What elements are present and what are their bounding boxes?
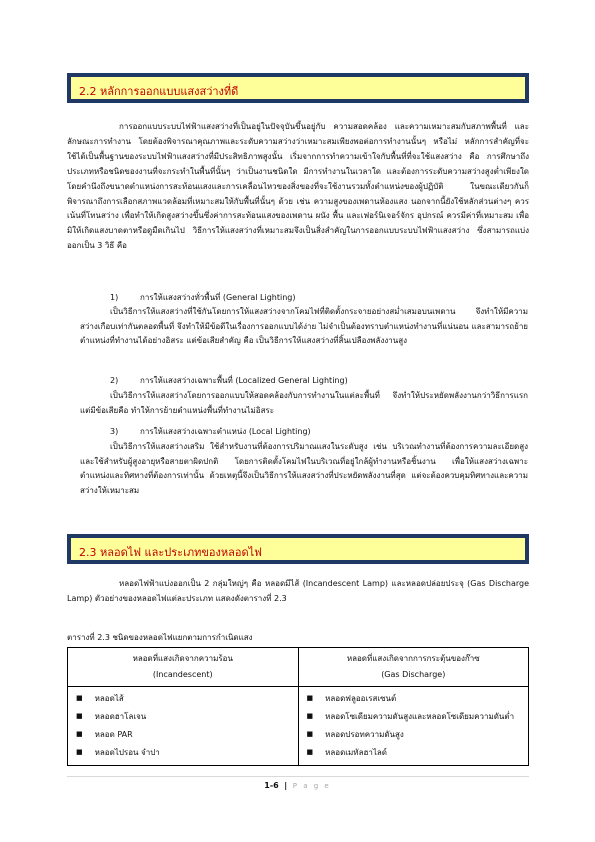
- section-heading-box: [67, 534, 529, 564]
- list-item: ■ หลอดปรอทความดันสูง: [307, 726, 521, 744]
- section-paragraph: หลอดไฟฟ้าแบ่งออกเป็น 2 กลุ่มใหญ่ๆ คือ หลอดมีไส้ (Incandescent Lamp) และหลอดปล่อยประจุ (Gas Discharge Lamp) ตัวอย่างของหลอดไฟแต่ละประเภท แสดงดังตารางที่ 2.3: [67, 579, 529, 603]
- header-line: (Incandescent): [152, 670, 213, 679]
- list-item-number: 3): [110, 427, 119, 436]
- table-cell: [298, 687, 529, 766]
- list-item: ■ หลอดฮาโลเจน: [76, 708, 290, 726]
- table-header-cell: [68, 648, 299, 687]
- list-item: ■ หลอดเมทัลฮาไลด์: [307, 744, 521, 762]
- list-item-label: การให้แสงสว่างเฉพาะพื้นที่ (Localized General Lighting): [140, 376, 348, 385]
- list-item-label: การให้แสงสว่างทั่วพื้นที่ (General Lighting): [140, 293, 296, 302]
- table-cell: [68, 687, 299, 766]
- table-caption: ตารางที่ 2.3 ชนิดของหลอดไฟแยกตามการกำเนิดแสง: [67, 633, 253, 642]
- header-line: หลอดที่แสงเกิดจากการกระตุ้นของก๊าซ: [346, 654, 480, 663]
- list-item: ■ หลอดโซเดียมความดันสูงและหลอดโซเดียมความดันต่ำ: [307, 708, 521, 726]
- list-item-title: [110, 426, 311, 438]
- header-line: หลอดที่แสงเกิดจากความร้อน: [132, 654, 233, 663]
- list-item-body: เป็นวิธีการให้แสงสว่างที่ใช้กันโดยการให้แสงสว่างจากโคมไฟที่ติดตั้งกระจายอย่างสม่ำเสมอบนเพดาน จึงทำให้มีความสว่างเกือบเท่ากันตลอดพื้นที่ จึงทำให้มีข้อดีในเรื่องการออกแบบได้ง่าย ไม่จำเป็นต้องทราบตำแหน่งทำงานที่แน่นอน และสามารถย้ายตำแหน่งที่ทำงานได้อย่างอิสระ แต่ข้อเสียสำคัญ คือ เป็นวิธีการให้แสงสว่างที่สิ้นเปลืองพลังงานสูง: [80, 307, 528, 346]
- page-footer: [0, 781, 595, 790]
- list-item: ■ หลอดไส้: [76, 690, 290, 708]
- section-heading: 2.3 หลอดไฟ และประเภทของหลอดไฟ: [79, 546, 262, 559]
- page-word: P a g e: [292, 782, 331, 790]
- list-item-title: [110, 292, 296, 304]
- section-heading-box: [67, 73, 529, 103]
- list-item: ■ หลอด PAR: [76, 726, 290, 744]
- bullet-list: [76, 690, 290, 762]
- section-paragraph: การออกแบบระบบไฟฟ้าแสงสว่างที่เป็นอยู่ในปัจจุบันขึ้นอยู่กับ ความสอดคล้อง และความเหมาะสมกับสภาพพื้นที่ และลักษณะการทำงาน โดยต้องพิจารณาคุณภาพและระดับความสว่างว่าเหมาะสมเพียงพอต่อการทำงานนั้นๆ หรือไม่ หลักการสำคัญที่จะใช้ได้เป็นพื้นฐานของระบบไฟฟ้าแสงสว่างที่มีประสิทธิภาพสูงนั้น เริ่มจากการทำความเข้าใจกับพื้นที่ที่จะใช้แสงสว่าง คือ การศึกษาถึงประเภทหรือชนิดของงานที่จะกระทำในพื้นที่นั้นๆ ว่าเป็นงานชนิดใด มีการทำงานในเวลาใด และต้องการระดับความสว่างสูงต่ำเพียงใด โดยคำนึงถึงขนาดตำแหน่งการสะท้อนแสงและการเคลื่อนไหวของสิ่งของที่จะใช้งานรวมทั้งตำแหน่งของผู้ปฏิบัติ ในขณะเดียวกันก็พิจารณาถึงการเลือกสภาพแวดล้อมที่เหมาะสมให้กับพื้นที่นั้นๆ ด้วย เช่น ความสูงของเพดานห้องแสง นอกจากนี้ยังใช้หลักส่วนต่างๆ ควรเน้นที่โทนสว่าง เพื่อทำให้เกิดสูงสว่างขึ้นซึ่งค่าการสะท้อนแสงของเพดาน ผนัง พื้น และเฟอร์นิเจอร์จักร อุปกรณ์ ควรมีค่าที่เหมาะสม เพื่อมิให้เกิดแสงบาดตาหรือดูมืดเกินไป วิธีการให้แสงสว่างที่เหมาะสมจึงเป็นสิ่งสำคัญในการออกแบบระบบไฟฟ้าแสงสว่าง ซึ่งสามารถแบ่งออกเป็น 3 วิธี คือ: [67, 122, 529, 251]
- list-item-label: การให้แสงสว่างเฉพาะตำแหน่ง (Local Lighting): [140, 427, 311, 436]
- list-item-number: 2): [110, 376, 119, 385]
- page-number: 1-6: [264, 781, 279, 790]
- list-item-number: 1): [110, 293, 119, 302]
- list-item-body: เป็นวิธีการให้แสงสว่างโดยการออกแบบให้สอดคล้องกับการทำงานในแต่ละพื้นที่ จึงทำให้ประหยัดพลังงานกว่าวิธีการแรก แต่มีข้อเสียคือ ทำให้การย้ายตำแหน่งพื้นที่ทำงานไม่อิสระ: [80, 391, 528, 415]
- list-item-body: เป็นวิธีการให้แสงสว่างเสริม ใช้สำหรับงานที่ต้องการปริมาณแสงในระดับสูง เช่น บริเวณทำงานที่ต้องการความละเอียดสูง และใช้สำหรับผู้สูงอายุหรือสายตาผิดปกติ โดยการติดตั้งโคมไฟในบริเวณที่อยู่ใกล้ผู้ทำงานหรือชิ้นงาน เพื่อให้แสงสว่างเฉพาะตำแหน่งและทิศทางที่ต้องการเท่านั้น ด้วยเหตุนี้จึงเป็นวิธีการให้แสงสว่างที่ประหยัดพลังงานที่สุด แต่จะต้องควบคุมทิศทางและความสว่างให้เหมาะสม: [80, 442, 528, 496]
- table-header-cell: [298, 648, 529, 687]
- lamp-type-table: [67, 647, 529, 766]
- footer-separator: |: [284, 781, 288, 790]
- list-item-title: [110, 375, 348, 387]
- table-header-row: [68, 648, 529, 687]
- header-line: (Gas Discharge): [381, 670, 446, 679]
- list-item: ■ หลอดฟลูออเรสเซนต์: [307, 690, 521, 708]
- table-row: [68, 687, 529, 766]
- bullet-list: [307, 690, 521, 762]
- list-item: ■ หลอดไปรอน จำปา: [76, 744, 290, 762]
- footer-divider: [67, 776, 529, 777]
- section-heading: 2.2 หลักการออกแบบแสงสว่างที่ดี: [79, 85, 239, 98]
